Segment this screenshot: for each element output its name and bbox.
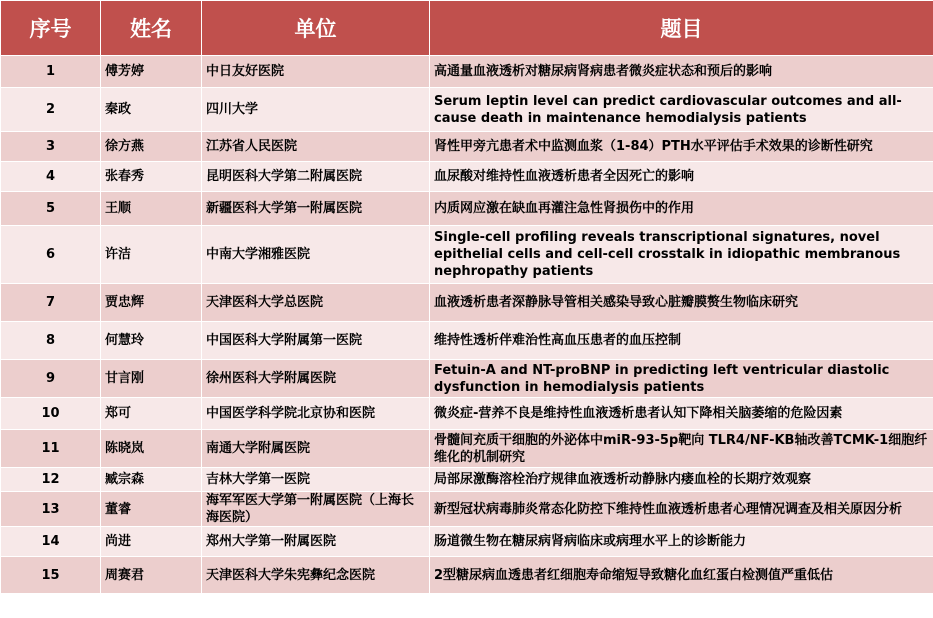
table-row [1,284,933,322]
cell-name: 王顺 [101,192,202,226]
table-row [1,557,933,594]
table-row [1,527,933,557]
cell-title: 新型冠状病毒肺炎常态化防控下维持性血液透析患者心理情况调查及相关原因分析 [430,492,933,527]
cell-title: 高通量血液透析对糖尿病肾病患者微炎症状态和预后的影响 [430,56,933,88]
cell-title: 肠道微生物在糖尿病肾病临床或病理水平上的诊断能力 [430,527,933,557]
cell-no: 10 [1,398,101,430]
table-row [1,492,933,527]
header-row [1,1,933,56]
cell-no: 4 [1,162,101,192]
header-no: 序号 [1,1,101,56]
cell-name: 徐方燕 [101,132,202,162]
table-row [1,162,933,192]
header-name: 姓名 [101,1,202,56]
cell-name: 张春秀 [101,162,202,192]
cell-name: 贾忠辉 [101,284,202,322]
cell-name: 周赛君 [101,557,202,594]
cell-no: 13 [1,492,101,527]
cell-title: Fetuin-A and NT-proBNP in predicting left ventricular diastolic dysfunction in hemodialysis patients [430,360,933,398]
table-row [1,322,933,360]
cell-no: 8 [1,322,101,360]
cell-title: 维持性透析伴难治性高血压患者的血压控制 [430,322,933,360]
cell-name: 甘言刚 [101,360,202,398]
cell-unit: 新疆医科大学第一附属医院 [202,192,430,226]
cell-no: 11 [1,430,101,468]
cell-unit: 徐州医科大学附属医院 [202,360,430,398]
table-row [1,468,933,492]
cell-unit: 江苏省人民医院 [202,132,430,162]
cell-no: 5 [1,192,101,226]
cell-title: 骨髓间充质干细胞的外泌体中miR-93-5p靶向 TLR4/NF-KB轴改善TCMK-1细胞纤维化的机制研究 [430,430,933,468]
cell-no: 1 [1,56,101,88]
cell-no: 12 [1,468,101,492]
table-row [1,192,933,226]
cell-unit: 天津医科大学总医院 [202,284,430,322]
table-row [1,398,933,430]
cell-no: 9 [1,360,101,398]
cell-unit: 中国医科大学附属第一医院 [202,322,430,360]
cell-title: 局部尿激酶溶栓治疗规律血液透析动静脉内瘘血栓的长期疗效观察 [430,468,933,492]
cell-title: 微炎症-营养不良是维持性血液透析患者认知下降相关脑萎缩的危险因素 [430,398,933,430]
header-title: 题目 [430,1,933,56]
cell-no: 7 [1,284,101,322]
cell-unit: 昆明医科大学第二附属医院 [202,162,430,192]
cell-unit: 南通大学附属医院 [202,430,430,468]
table-row [1,360,933,398]
cell-no: 2 [1,88,101,132]
cell-title: Single-cell profiling reveals transcriptional signatures, novel epithelial cells and cell-cell crosstalk in idiopathic membranous nephropathy patients [430,226,933,284]
cell-unit: 中南大学湘雅医院 [202,226,430,284]
cell-unit: 吉林大学第一医院 [202,468,430,492]
table-row [1,132,933,162]
cell-unit: 海军军医大学第一附属医院（上海长海医院） [202,492,430,527]
cell-name: 许洁 [101,226,202,284]
cell-unit: 中国医学科学院北京协和医院 [202,398,430,430]
table-row [1,226,933,284]
cell-name: 臧宗森 [101,468,202,492]
cell-unit: 天津医科大学朱宪彝纪念医院 [202,557,430,594]
cell-name: 尚进 [101,527,202,557]
cell-name: 傅芳婷 [101,56,202,88]
header-unit: 单位 [202,1,430,56]
table-row [1,88,933,132]
cell-name: 董睿 [101,492,202,527]
cell-name: 陈晓岚 [101,430,202,468]
cell-no: 3 [1,132,101,162]
cell-name: 何慧玲 [101,322,202,360]
cell-no: 14 [1,527,101,557]
cell-title: 肾性甲旁亢患者术中监测血浆（1-84）PTH水平评估手术效果的诊断性研究 [430,132,933,162]
cell-no: 6 [1,226,101,284]
table-row [1,56,933,88]
cell-title: 血尿酸对维持性血液透析患者全因死亡的影响 [430,162,933,192]
cell-unit: 四川大学 [202,88,430,132]
cell-unit: 中日友好医院 [202,56,430,88]
cell-title: 内质网应激在缺血再灌注急性肾损伤中的作用 [430,192,933,226]
cell-title: Serum leptin level can predict cardiovascular outcomes and all-cause death in maintenance hemodialysis patients [430,88,933,132]
table-row [1,430,933,468]
cell-title: 血液透析患者深静脉导管相关感染导致心脏瓣膜赘生物临床研究 [430,284,933,322]
cell-unit: 郑州大学第一附属医院 [202,527,430,557]
cell-no: 15 [1,557,101,594]
cell-name: 秦政 [101,88,202,132]
cell-name: 郑可 [101,398,202,430]
cell-title: 2型糖尿病血透患者红细胞寿命缩短导致糖化血红蛋白检测值严重低估 [430,557,933,594]
